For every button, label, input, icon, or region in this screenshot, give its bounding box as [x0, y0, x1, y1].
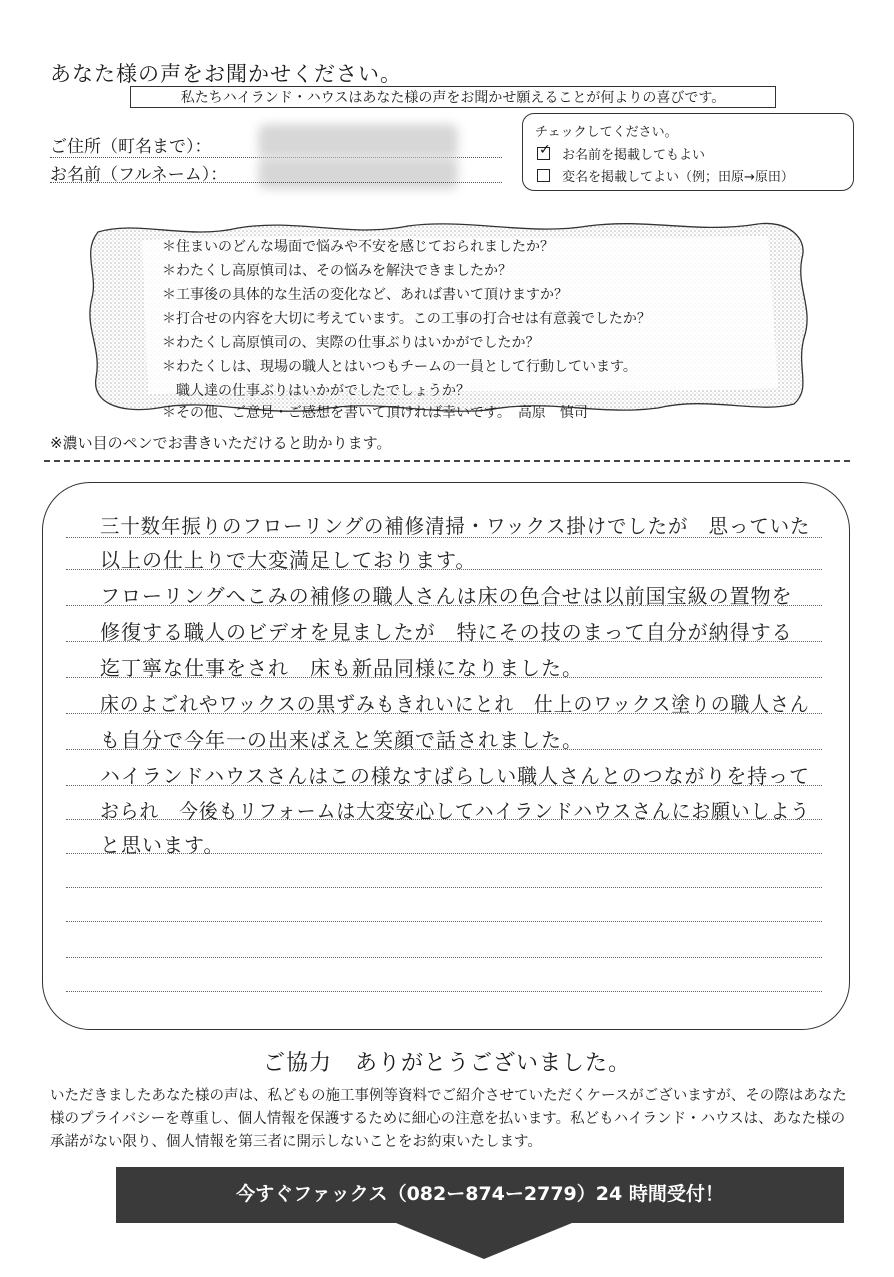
question-item: ＊わたくし高原慎司の、実際の仕事ぶりはいかがでしたか？: [162, 335, 540, 351]
ruled-line: [66, 956, 822, 958]
name-redacted: [258, 157, 458, 189]
question-item: ＊その他、ご意見・ご感想を書いて頂ければ幸いです。 高原 慎司: [162, 405, 588, 421]
checkbox-row-alias-name[interactable]: [537, 166, 794, 185]
checkbox-label: お名前を掲載してもよい: [562, 148, 706, 163]
checkbox-publish-name[interactable]: [537, 147, 550, 160]
question-item: ＊打合せの内容を大切に考えています。この工事の打合せは有意義でしたか？: [162, 311, 651, 327]
fax-banner: 今すぐファックス（082ー874ー2779）24 時間受付！: [116, 1167, 844, 1223]
checkbox-heading: チェックしてください。: [535, 125, 678, 140]
privacy-notice: いただきましたあなた様の声は、私どもの施工事例等資料でご紹介させていただくケースがございますが、その際はあなた様のプライバシーを尊重し、個人情報を保護するために細心の注意を払います。私どもハイランド・ハウスは、あなた様の承諾がない限り、個人情報を第三者に開示しないことをお約束いたします。: [50, 1088, 847, 1150]
message-line: 三十数年振りのフローリングの補修清掃・ワックス掛けでしたが 思っていた: [100, 514, 811, 538]
ruled-line: [66, 886, 822, 888]
message-line: も自分で今年一の出来ばえと笑顔で話されました。: [100, 728, 583, 752]
message-line: と思います。: [100, 833, 225, 857]
message-line: おられ 今後もリフォームは大変安心してハイランドハウスさんにお願いしよう: [100, 799, 810, 823]
question-item: ＊住まいのどんな場面で悩みや不安を感じておられましたか？: [162, 239, 554, 255]
question-item: ＊工事後の具体的な生活の変化など、あれば書いて頂けますか？: [162, 287, 568, 303]
checkbox-panel: [522, 113, 854, 191]
message-line: 修復する職人のビデオを見ましたが 特にその技のまって自分が納得する: [100, 620, 793, 644]
message-line: 迄丁寧な仕事をされ 床も新品同様になりました。: [100, 656, 583, 680]
checkbox-label: 変名を掲載してよい（例；田原→原田）: [562, 170, 794, 185]
name-label: お名前（フルネーム）：: [50, 165, 228, 185]
name-line: [50, 181, 502, 183]
ruled-line: [66, 920, 822, 922]
message-line: 以上の仕上りで大変満足しております。: [100, 548, 477, 572]
ruled-line: [66, 990, 822, 992]
page-title: あなた様の声をお聞かせください。: [50, 62, 402, 86]
message-line: フローリングへこみの補修の職人さんは床の色合せは以前国宝級の置物を: [100, 584, 793, 608]
question-item: 職人達の仕事ぶりはいかがでしたでしょうか？: [162, 383, 470, 399]
message-line: ハイランドハウスさんはこの様なすばらしい職人さんとのつながりを持って: [100, 764, 810, 788]
address-redacted: [258, 124, 458, 158]
pen-note: ※濃い目のペンでお書きいただけると助かります。: [50, 434, 392, 452]
dashed-separator: [44, 460, 850, 462]
question-item: ＊わたくし高原慎司は、その悩みを解決できましたか？: [162, 263, 512, 279]
checkbox-row-publish-name[interactable]: [537, 144, 705, 163]
fax-banner-arrow: [396, 1223, 572, 1259]
subtitle-banner: 私たちハイランド・ハウスはあなた様の声をお聞かせ願えることが何よりの喜びです。: [130, 86, 776, 108]
address-label: ご住所（町名まで）：: [50, 137, 212, 157]
thanks-heading: ご協力 ありがとうございました。: [262, 1051, 631, 1076]
message-line: 床のよごれやワックスの黒ずみもきれいにとれ 仕上のワックス塗りの職人さん: [100, 692, 810, 716]
checkbox-alias-name[interactable]: [537, 169, 550, 182]
question-item: ＊わたくしは、現場の職人とはいつもチームの一員として行動しています。: [162, 359, 637, 375]
